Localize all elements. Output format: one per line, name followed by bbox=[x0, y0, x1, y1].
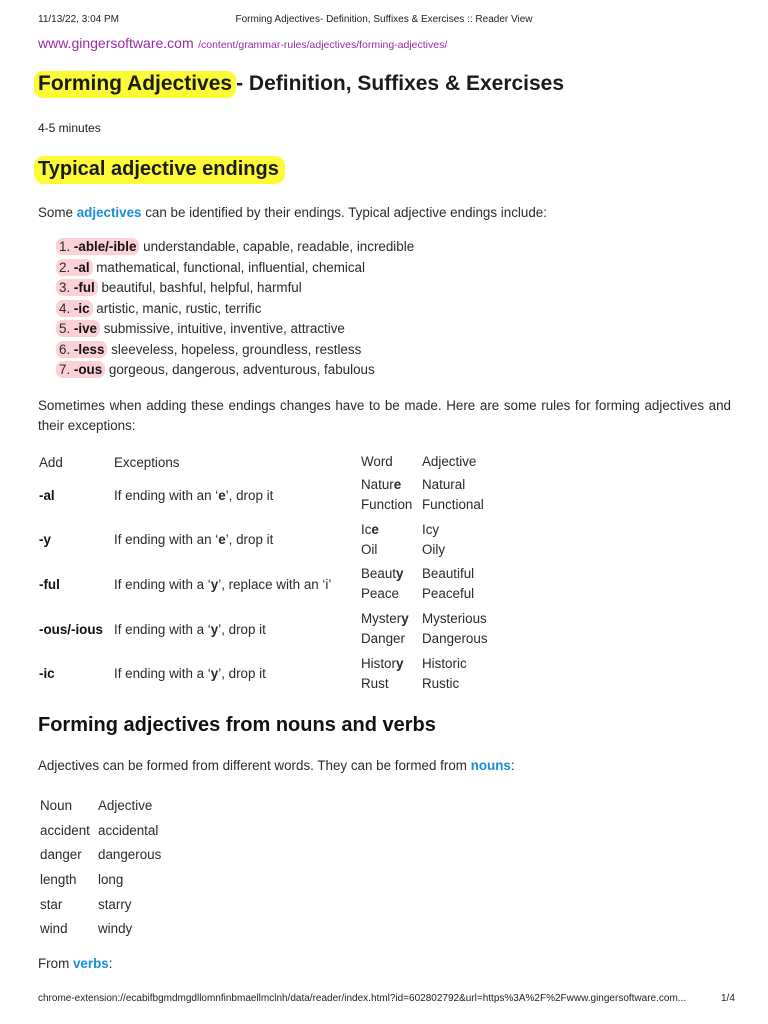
print-title: Forming Adjectives- Definition, Suffixes & Exercises :: Reader View bbox=[235, 14, 533, 25]
endings-intro: Some adjectives can be identified by their endings. Typical adjective endings include: bbox=[38, 205, 547, 220]
rule-exception: If ending with an ‘e’, drop it bbox=[114, 532, 274, 548]
ending-suffix-badge: 1. -able/-ible bbox=[56, 238, 139, 255]
noun-cell: wind bbox=[40, 921, 68, 937]
noun-adjective-row bbox=[37, 867, 164, 892]
endings-list bbox=[56, 238, 414, 382]
ending-examples: submissive, intuitive, inventive, attractive bbox=[103, 321, 345, 336]
header-word: Word bbox=[361, 454, 393, 469]
ending-suffix-badge: 3. -ful bbox=[56, 279, 98, 296]
verbs-link[interactable]: verbs bbox=[72, 956, 109, 971]
ending-item bbox=[56, 361, 414, 382]
rule-words: Mystery Danger bbox=[361, 611, 409, 647]
ending-suffix: -ous bbox=[73, 362, 103, 377]
ending-item bbox=[56, 300, 414, 321]
rules-header-row bbox=[36, 451, 522, 473]
ending-suffix-badge: 2. -al bbox=[56, 259, 93, 276]
ending-suffix: -ful bbox=[73, 280, 95, 295]
noun-cell: star bbox=[40, 896, 63, 912]
ending-suffix-badge: 7. -ous bbox=[56, 361, 105, 378]
adjectives-link[interactable]: adjectives bbox=[76, 205, 142, 220]
noun-cell: accident bbox=[40, 822, 90, 838]
rule-suffix: -ful bbox=[39, 576, 60, 592]
rule-exception: If ending with a ‘y’, drop it bbox=[114, 621, 266, 637]
adjective-cell: dangerous bbox=[98, 847, 162, 863]
noun-adjective-row bbox=[37, 818, 164, 843]
read-time: 4-5 minutes bbox=[38, 121, 101, 135]
adjective-cell: accidental bbox=[98, 822, 159, 838]
adjective-cell: long bbox=[98, 871, 124, 887]
rule-suffix: -ous/-ious bbox=[39, 621, 103, 637]
ending-suffix: -ic bbox=[73, 300, 90, 316]
ending-suffix: -al bbox=[73, 259, 90, 275]
print-datetime: 11/13/22, 3:04 PM bbox=[38, 14, 119, 25]
rule-exception: If ending with a ‘y’, replace with an ‘i’ bbox=[114, 576, 332, 592]
rule-adjectives: Icy Oily bbox=[422, 521, 446, 557]
noun-adjective-row bbox=[37, 842, 164, 867]
rule-adjectives: Mysterious Dangerous bbox=[422, 611, 488, 647]
source-url[interactable] bbox=[38, 35, 447, 53]
header-add: Add bbox=[39, 454, 63, 470]
noun-adjective-table bbox=[37, 793, 164, 941]
verbs-intro: From verbs: bbox=[38, 956, 113, 971]
rule-suffix: -y bbox=[39, 532, 51, 548]
ending-examples: sleeveless, hopeless, groundless, restless bbox=[111, 341, 362, 357]
rule-adjectives: Natural Functional bbox=[422, 477, 484, 513]
rule-row bbox=[36, 607, 522, 652]
title-highlight: Forming Adjectives bbox=[34, 71, 236, 98]
adjective-cell: windy bbox=[98, 921, 133, 937]
title-rest: - Definition, Suffixes & Exercises bbox=[236, 72, 565, 95]
rule-row bbox=[36, 562, 522, 607]
header-adjective: Adjective bbox=[422, 454, 477, 469]
rule-row bbox=[36, 518, 522, 563]
header-noun: Noun bbox=[40, 797, 73, 813]
rule-words: Ice Oil bbox=[361, 521, 379, 557]
rule-exception: If ending with an ‘e’, drop it bbox=[114, 487, 274, 503]
ending-examples: artistic, manic, rustic, terrific bbox=[96, 300, 262, 316]
rule-adjectives: Beautiful Peaceful bbox=[422, 566, 475, 602]
rule-row bbox=[36, 473, 522, 518]
noun-adjective-row bbox=[37, 892, 164, 917]
rule-words: History Rust bbox=[361, 655, 404, 691]
rule-exception: If ending with a ‘y’, drop it bbox=[114, 666, 266, 682]
ending-examples: understandable, capable, readable, incredible bbox=[143, 239, 415, 254]
section-heading-endings bbox=[34, 158, 285, 181]
rule-words: Nature Function bbox=[361, 477, 413, 513]
rule-row bbox=[36, 651, 522, 696]
ending-item bbox=[56, 259, 414, 280]
nouns-link[interactable]: nouns bbox=[470, 758, 511, 773]
ending-suffix: -less bbox=[73, 341, 105, 357]
article-title bbox=[34, 72, 564, 96]
noun-adjective-row bbox=[37, 916, 164, 941]
source-path[interactable]: /content/grammar-rules/adjectives/forming-adjectives/ bbox=[198, 39, 448, 51]
ending-item bbox=[56, 341, 414, 362]
ending-suffix: -ive bbox=[73, 321, 97, 336]
header-adjective-2: Adjective bbox=[98, 797, 153, 813]
ending-examples: gorgeous, dangerous, adventurous, fabulous bbox=[108, 362, 375, 377]
rule-adjectives: Historic Rustic bbox=[422, 655, 467, 691]
print-footer-url: chrome-extension://ecabifbgmdmgdllomnfinbmaellmclnh/data/reader/index.html?id=602802792&url=https%3A%2F%2Fwww.gingersoftware.com... bbox=[38, 993, 687, 1004]
rules-table bbox=[36, 451, 522, 696]
rule-words: Beauty Peace bbox=[361, 566, 404, 602]
source-domain[interactable]: www.gingersoftware.com bbox=[38, 35, 194, 51]
ending-suffix-badge: 5. -ive bbox=[56, 320, 100, 337]
adjective-cell: starry bbox=[98, 896, 132, 912]
rules-intro: Sometimes when adding these endings changes have to be made. Here are some rules for forming adjectives and their exceptions: bbox=[38, 398, 731, 433]
noun-cell: length bbox=[40, 871, 77, 887]
ending-suffix: -able/-ible bbox=[73, 239, 137, 254]
ending-examples: beautiful, bashful, helpful, harmful bbox=[101, 280, 302, 295]
page-number: 1/4 bbox=[721, 993, 735, 1004]
ending-item bbox=[56, 238, 414, 259]
ending-item bbox=[56, 279, 414, 300]
noun-table-header bbox=[37, 793, 164, 818]
header-exceptions: Exceptions bbox=[114, 454, 180, 470]
ending-item bbox=[56, 320, 414, 341]
rule-suffix: -al bbox=[39, 487, 55, 503]
section-heading-nouns-verbs: Forming adjectives from nouns and verbs bbox=[38, 714, 436, 736]
ending-suffix-badge: 4. -ic bbox=[56, 300, 93, 317]
nouns-intro: Adjectives can be formed from different words. They can be formed from nouns: bbox=[38, 758, 515, 773]
section-heading-highlight: Typical adjective endings bbox=[34, 156, 285, 184]
ending-examples: mathematical, functional, influential, chemical bbox=[96, 259, 365, 275]
rule-suffix: -ic bbox=[39, 666, 55, 682]
noun-cell: danger bbox=[40, 847, 82, 863]
ending-suffix-badge: 6. -less bbox=[56, 341, 107, 358]
